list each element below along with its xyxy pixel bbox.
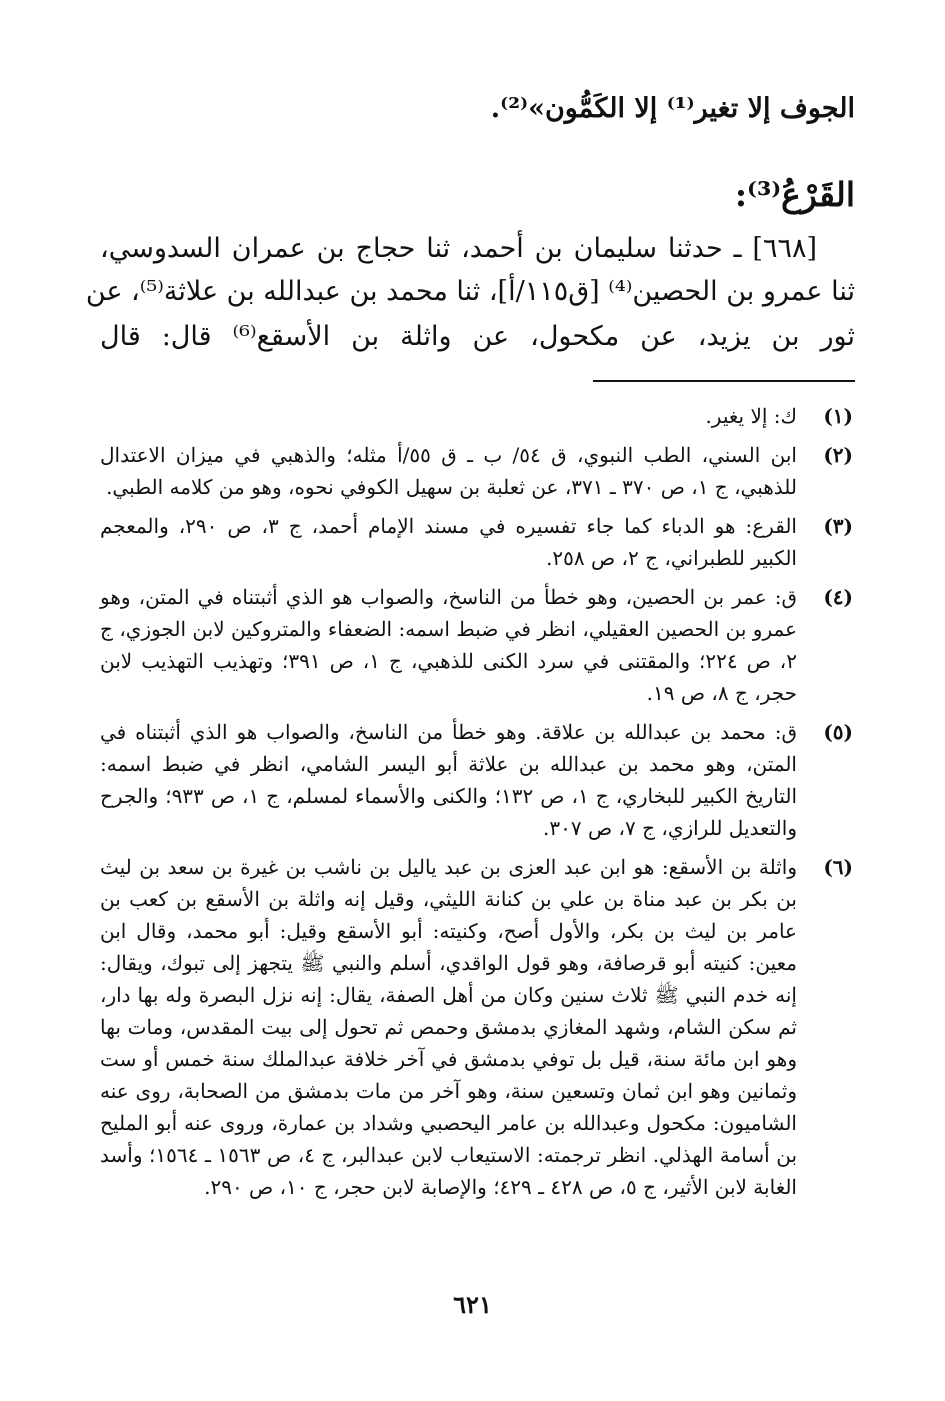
footnote-number: (٤) [823, 585, 853, 609]
footnote-number: (١) [823, 404, 853, 428]
footnote-number: (٢) [823, 443, 853, 467]
footnote-divider [593, 380, 855, 382]
footnote-text: واثلة بن الأسقع: هو ابن عبد العزى بن عبد ياليل بن ناشب بن غيرة بن سعد بن ليث بن بكر بن عبد مناة بن علي بن كنانة الليثي، وقيل إنه واثلة بن الأسقع بن كعب بن عامر بن ليث بن بكر، والأول أصح، وكنيته: أبو الأسقع وقيل: أبو محمد، وقال ابن معين: كنيته أبو قرصافة، وهو قول الواقدي، أسلم والنبي ﷺ يتجهز إلى تبوك، ويقال: إنه خدم النبي ﷺ ثلاث سنين وكان من أهل الصفة، يقال: إنه نزل البصرة وله بها دار، ثم سكن الشام، وشهد المغازي بدمشق وحمص ثم تحول إلى بيت المقدس، ومات بها وهو ابن مائة سنة، قيل بل توفي بدمشق في آخر خلافة عبدالملك سنة خمس أو ست وثمانين وهو ابن ثمان وتسعين سنة، وهو آخر من مات بدمشق من الصحابة، روى عنه الشاميون: مكحول وعبدالله بن عامر اليحصبي وشداد بن عمارة، وروى عنه أبو المليح بن أسامة الهذلي. انظر ترجمته: الاستيعاب لابن عبدالبر، ج ٤، ص ١٥٦٣ ـ ١٥٦٤؛ وأسد الغابة لابن الأثير، ج ٥، ص ٤٢٨ ـ ٤٢٩؛ والإصابة لابن حجر، ج ١٠، ص ٢٩٠. [100, 855, 798, 1199]
footnote-number: (٥) [823, 720, 853, 744]
footnote-text: ق: محمد بن عبدالله بن علاقة. وهو خطأ من الناسخ، والصواب هو الذي أثبتناه في المتن، وهو محمد بن عبدالله بن علاثة أبو اليسر الشامي، انظر في ضبط اسمه: التاريخ الكبير للبخاري، ج ١، ص ١٣٢؛ والكنى والأسماء لمسلم، ج ١، ص ٩٣٣؛ والجرح والتعديل للرازي، ج ٧، ص ٣٠٧. [100, 720, 797, 840]
main-text-line-2: [٦٦٨] ـ حدثنا سليمان بن أحمد، ثنا حجاج بن عمران السدوسي، [100, 233, 817, 264]
footnote-text: ابن السني، الطب النبوي، ق ٥٤/ ب ـ ق ٥٥/أ مثله؛ والذهبي في ميزان الاعتدال للذهبي، ج ١، ص ٣٧٠ ـ ٣٧١، عن ثعلبة بن سهيل الكوفي نحوه، وهو من كلامه الطبي. [100, 443, 797, 499]
footnote-text: ك: إلا يغير. [705, 404, 797, 428]
footnote-5 [100, 716, 853, 844]
section-heading: القَرْعُ⁽³⁾: [734, 175, 855, 214]
page-number: ٦٢١ [453, 1290, 492, 1319]
main-text-line-4: ثور بن يزيد، عن مكحول، عن واثلة بن الأسقع⁽⁶⁾ قال: قال [100, 321, 855, 352]
footnote-number: (٣) [823, 514, 853, 538]
footnote-text: ق: عمر بن الحصين، وهو خطأ من الناسخ، والصواب هو الذي أثبتناه في المتن، وهو عمرو بن الحصين العقيلي، انظر في ضبط اسمه: الضعفاء والمتروكين لابن الجوزي، ج ٢، ص ٢٢٤؛ والمقتنى في سرد الكنى للذهبي، ج ١، ص ٣٩١؛ وتهذيب التهذيب لابن حجر، ج ٨، ص ١٩. [100, 585, 798, 705]
footnote-1 [100, 400, 853, 432]
footnote-4 [100, 581, 853, 709]
footnote-text: القرع: هو الدباء كما جاء تفسيره في مسند الإمام أحمد، ج ٣، ص ٢٩٠، والمعجم الكبير للطبراني، ج ٢، ص ٢٥٨. [100, 514, 797, 570]
footnote-2 [100, 439, 853, 503]
main-text-line-1: الجوف إلا تغير⁽¹⁾ إلا الكَمُّون»⁽²⁾. [490, 93, 855, 124]
footnote-3 [100, 510, 853, 574]
footnote-number: (٦) [823, 855, 853, 879]
main-text-line-3: ثنا عمرو بن الحصين⁽⁴⁾ [ق١١٥/أ]، ثنا محمد بن عبدالله بن علاثة⁽⁵⁾، عن [85, 276, 855, 307]
footnotes-section [100, 400, 853, 1210]
footnote-6 [100, 851, 853, 1203]
